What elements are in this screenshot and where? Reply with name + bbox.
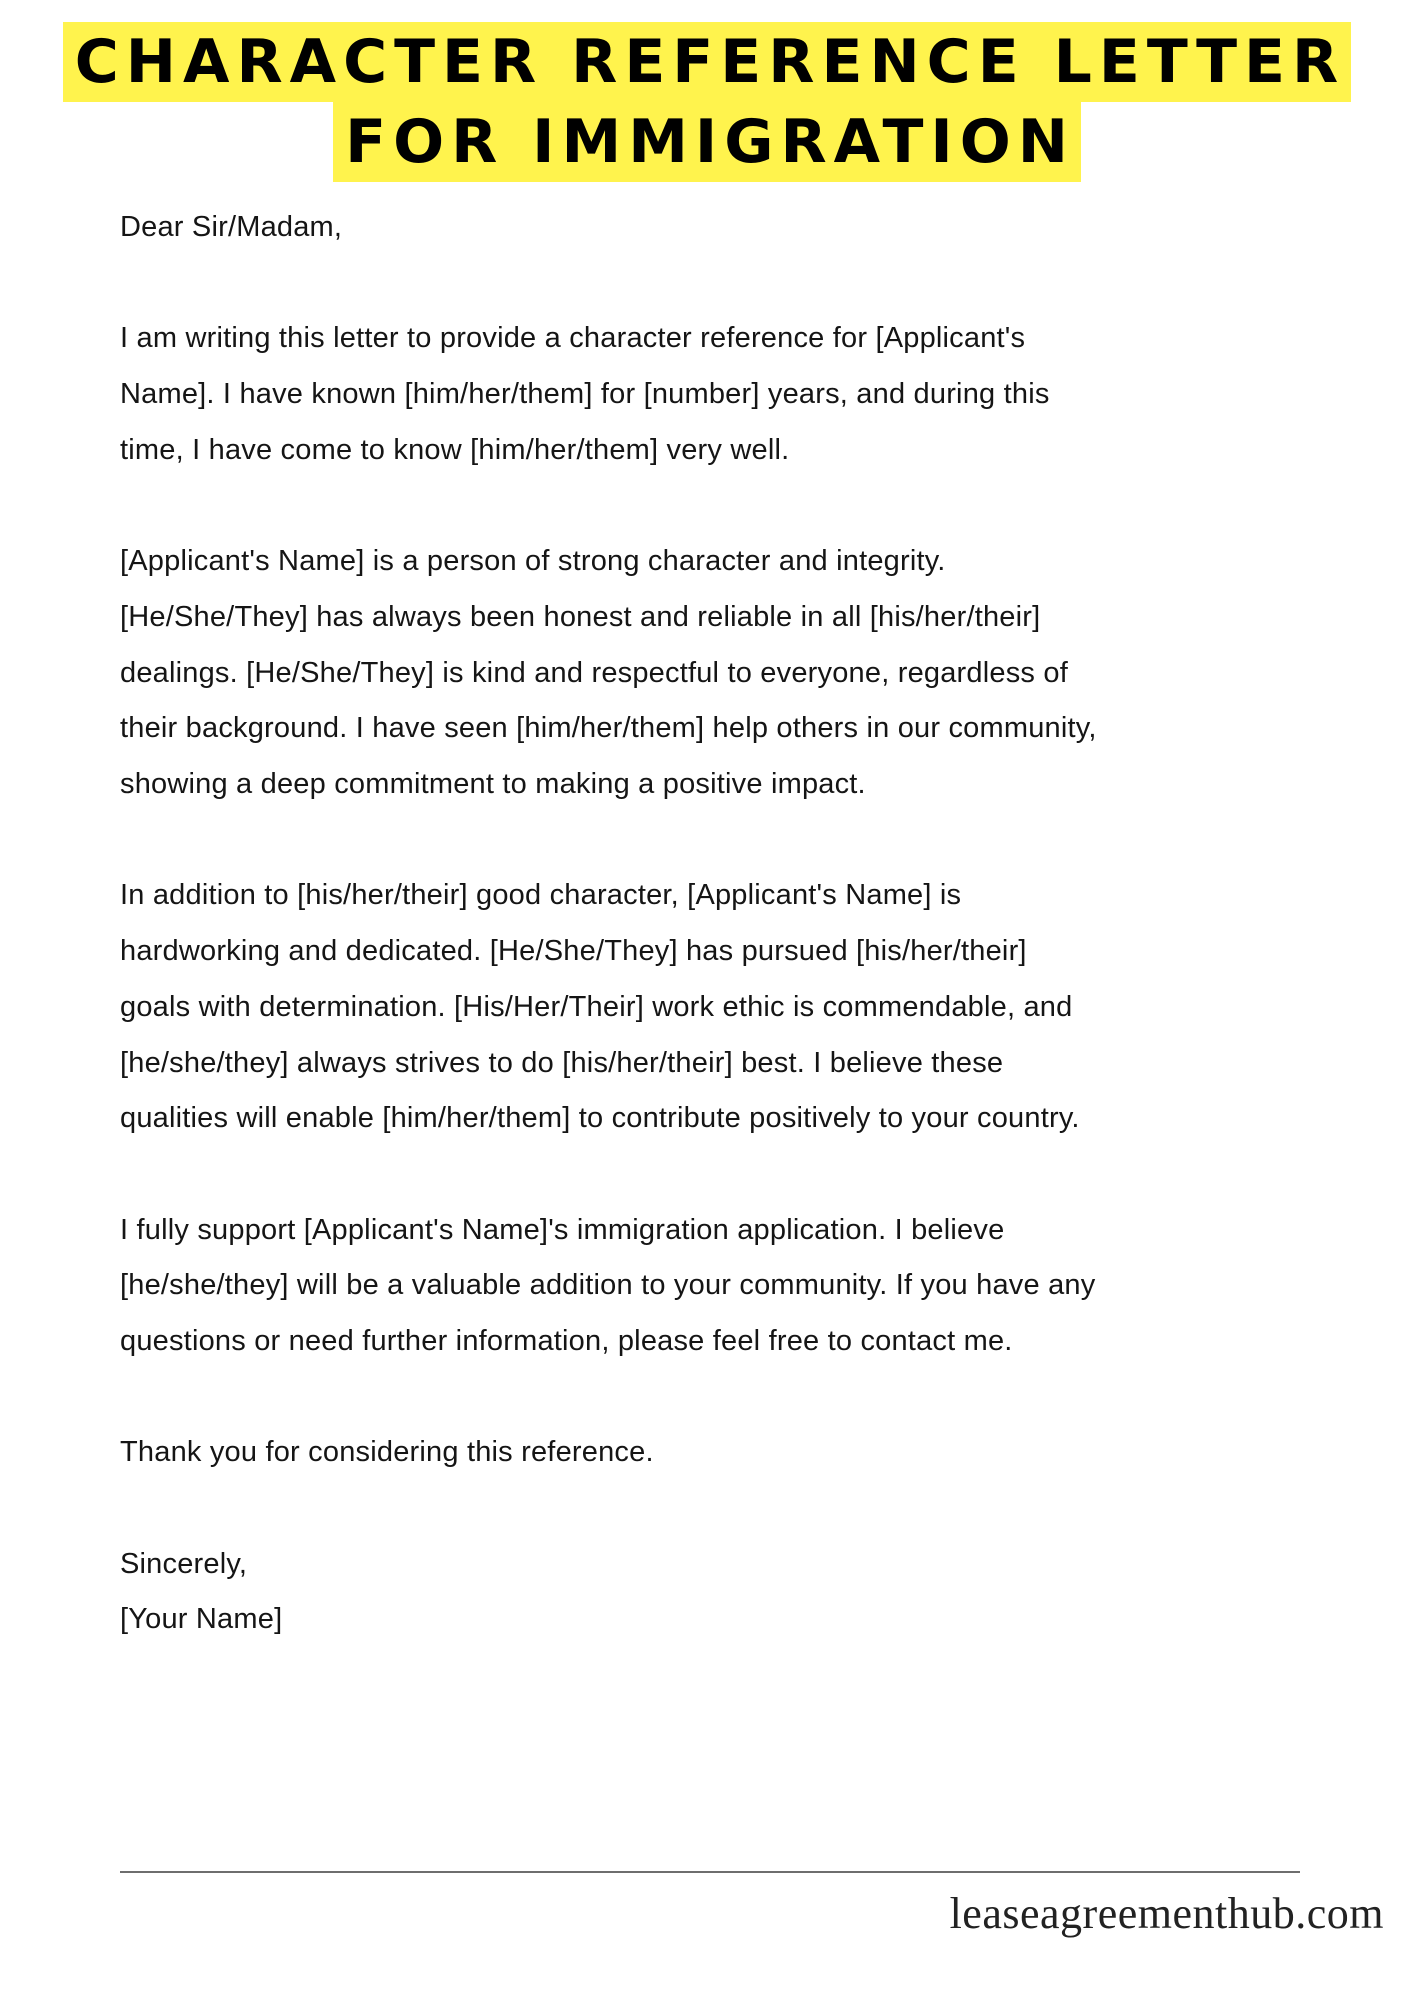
page-title	[0, 22, 1414, 182]
signature-block: Sincerely, [Your Name]	[120, 1547, 283, 1636]
paragraph-character: [Applicant's Name] is a person of strong character and integrity. [He/She/They] has always been honest and reliable in all [his/her/their] dealings. [He/She/They] is kind and respectful to everyone, regardless of their background. I have seen [him/her/them] help others in our community, showing a deep commitment to making a positive impact.	[120, 545, 1097, 800]
thanks-line: Thank you for considering this reference.	[120, 1436, 654, 1469]
letter-body	[120, 200, 1320, 1648]
title-line-1: CHARACTER REFERENCE LETTER	[63, 22, 1351, 102]
paragraph-introduction: I am writing this letter to provide a character reference for [Applicant's Name]. I have known [him/her/them] for [number] years, and during this time, I have come to know [him/her/them] very well.	[120, 322, 1050, 466]
paragraph-support: I fully support [Applicant's Name]'s immigration application. I believe [he/she/they] will be a valuable addition to your community. If you have any questions or need further information, please feel free to contact me.	[120, 1213, 1096, 1357]
paragraph-work-ethic: In addition to [his/her/their] good character, [Applicant's Name] is hardworking and dedicated. [He/She/They] has pursued [his/her/their] goals with determination. [His/Her/Their] work ethic is commendable, and [he/she/they] always strives to do [his/her/their] best. I believe these qualities will enable [him/her/them] to contribute positively to your country.	[120, 879, 1080, 1135]
salutation: Dear Sir/Madam,	[120, 211, 343, 243]
website-footer: leaseagreementhub.com	[949, 1889, 1384, 1938]
footer-divider	[120, 1871, 1300, 1873]
title-line-2: FOR IMMIGRATION	[333, 102, 1081, 182]
